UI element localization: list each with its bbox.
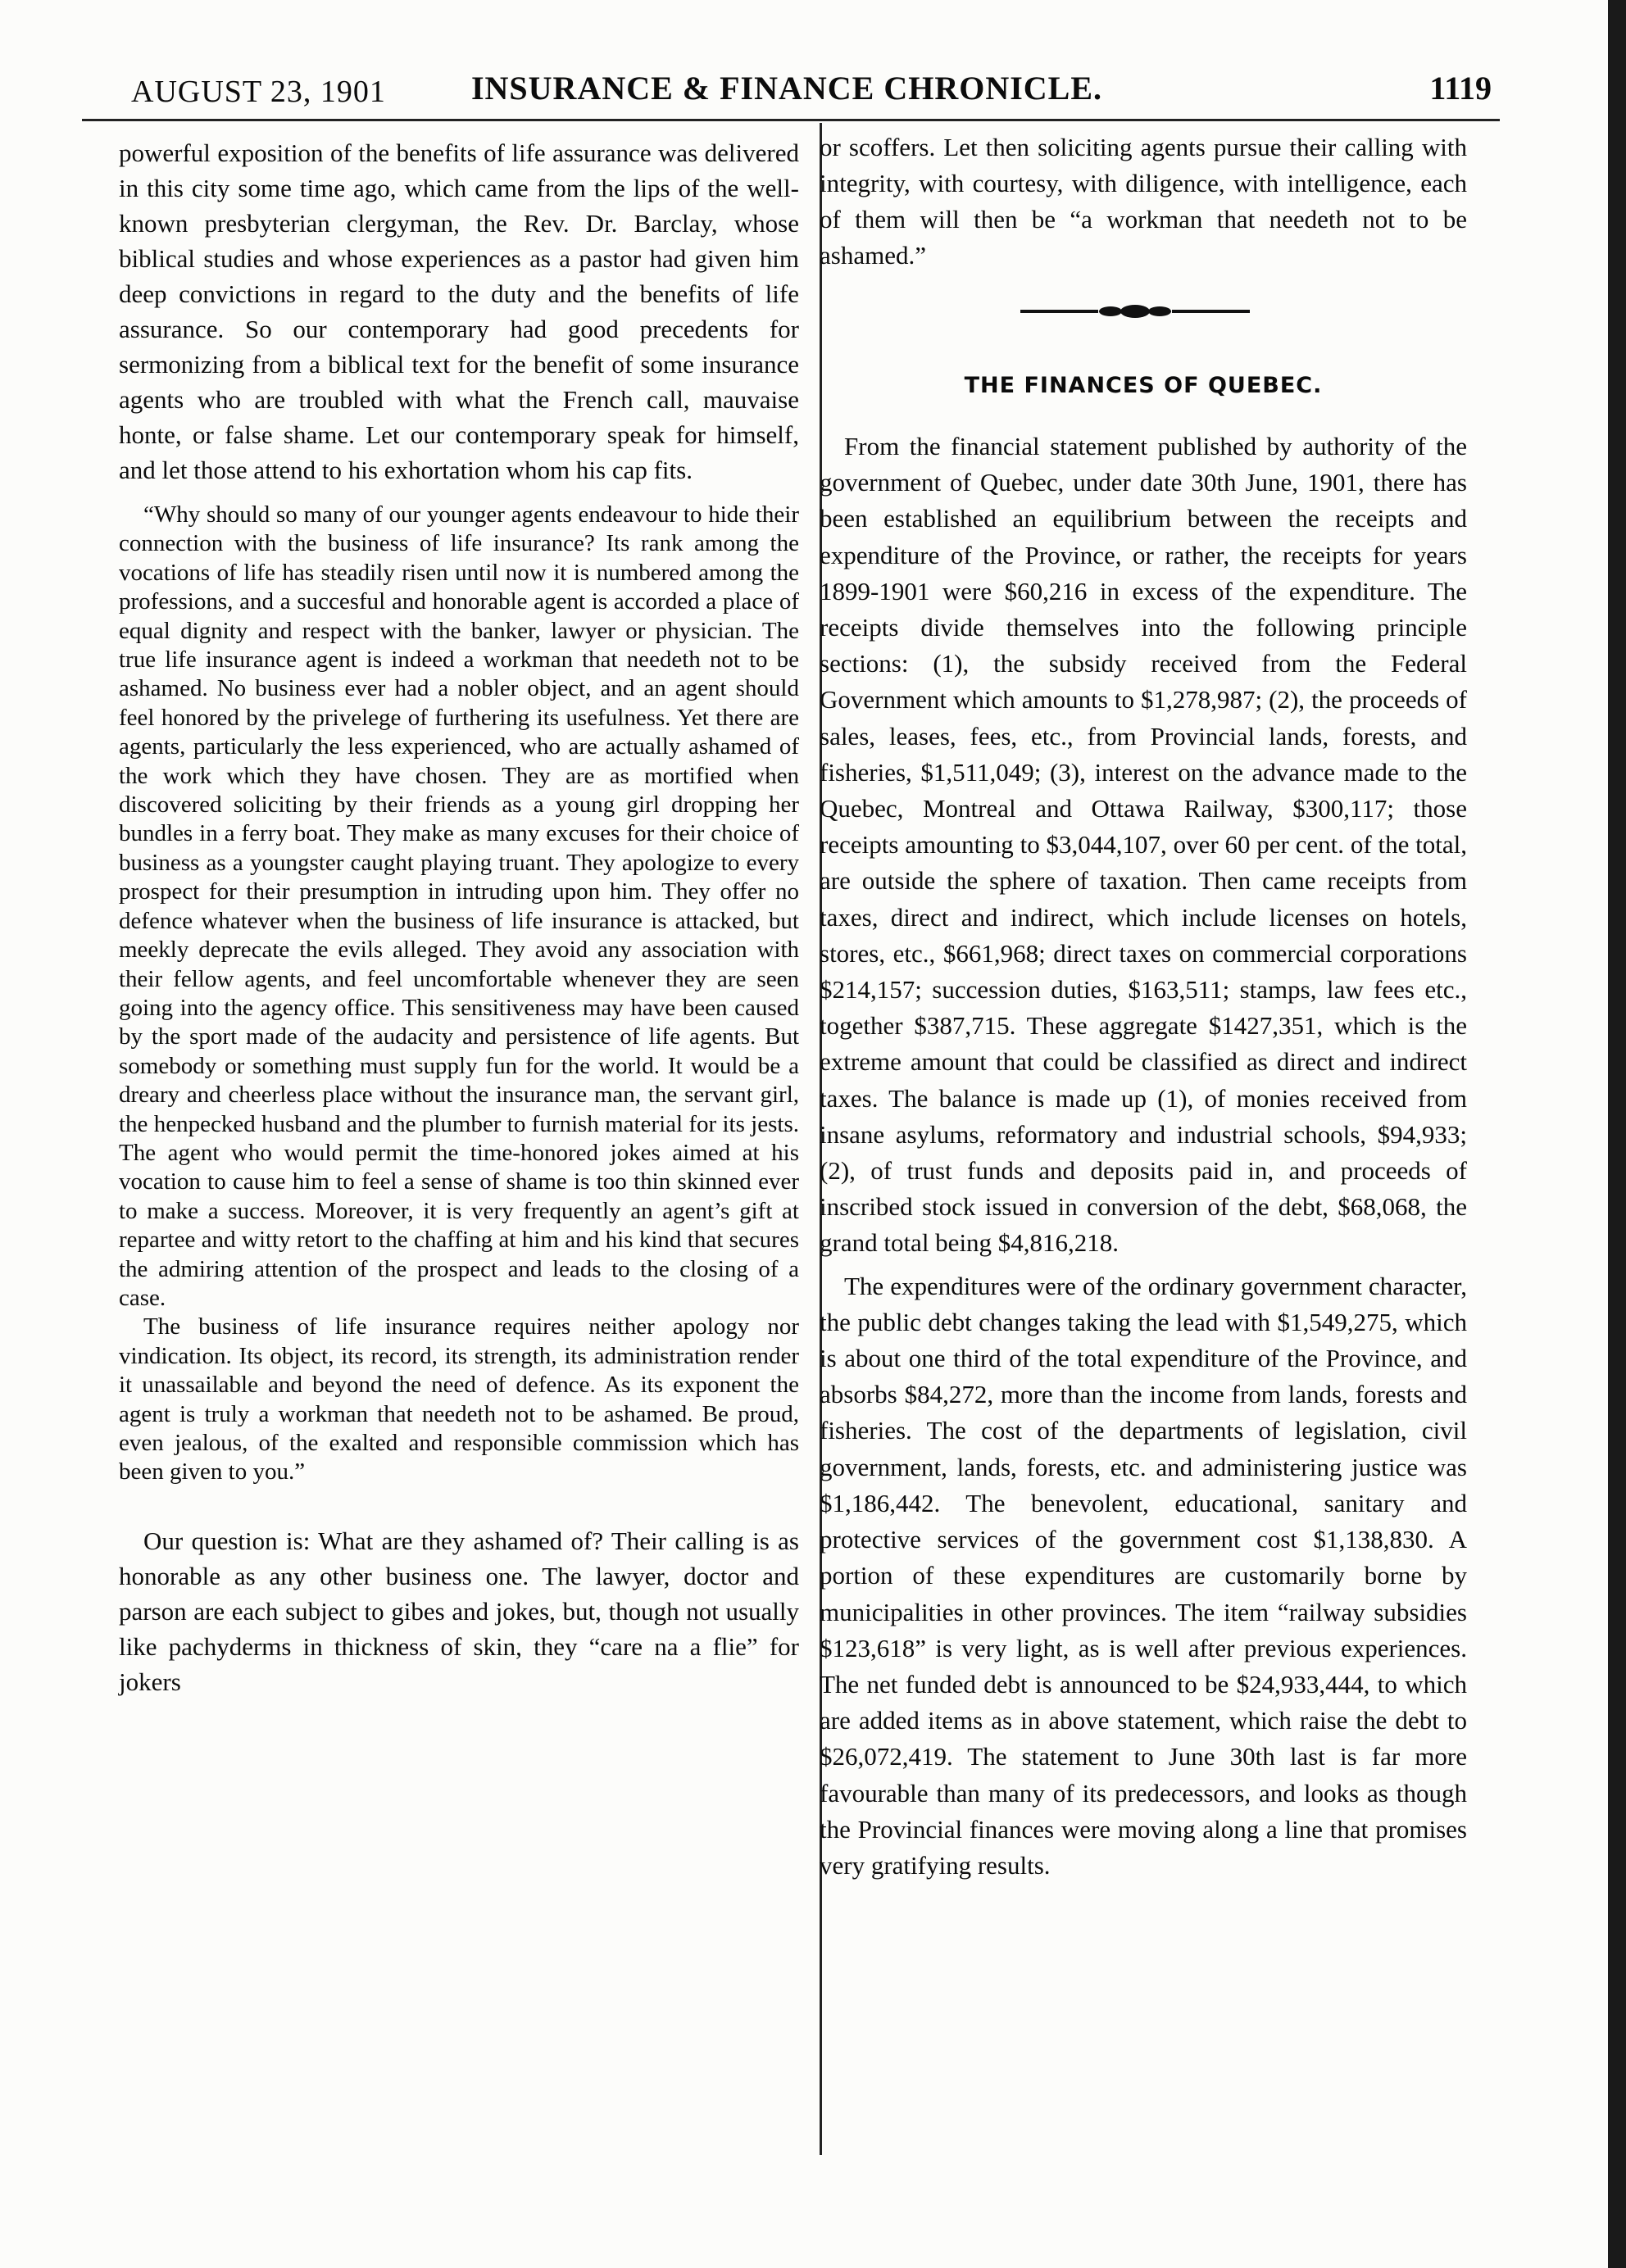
ornament-divider bbox=[1020, 303, 1250, 320]
left-paragraph-2: “Why should so many of our younger agents endeavour to hide their connection with the business of life insurance? Its rank among the vocations of life has steadily risen until now it is numbered among the professions, and a succesful and honorable agent is accorded a place of equal dignity and respect with the banker, lawyer or physician. The true life insurance agent is indeed a workman that needeth not to be ashamed. No business ever had a nobler object, and an agent should feel honored by the privelege of furthering its usefulness. Yet there are agents, particularly the less experienced, who are actually ashamed of the work which they have chosen. They are as mortified when discovered soliciting by their friends as a young girl dropping her bundles in a ferry boat. They make as many excuses for their choice of business as a youngster caught playing truant. They apologize to every prospect for their presumption in intruding upon him. They offer no defence whatever when the business of life insurance is attacked, but meekly deprecate the evils alleged. They avoid any association with their fellow agents, and feel uncomfortable whenever they are seen going into the agency office. This sensitiveness may have been caused by the sport made of the audacity and persistence of life agents. But somebody or something must supply fun for the world. It would be a dreary and cheerless place without the insurance man, the servant girl, the henpecked husband and the plumber to furnish material for its jests. The agent who would permit the time-honored jokes aimed at his vocation to cause him to feel a sense of shame is too thin skinned ever to make a success. Moreover, it is very frequently an agent’s gift at repartee and witty retort to the chaffing at him and his kind that secures the admiring attention of the prospect and leads to the closing of a case. bbox=[119, 501, 799, 1311]
issue-date: AUGUST 23, 1901 bbox=[131, 75, 386, 109]
left-paragraph-4: Our question is: What are they ashamed of? Their calling is as honorable as any other business one. The lawyer, doctor and parson are each subject to gibes and jokes, but, though not usually like pachyderms in thickness of skin, they “care na a flie” for jokers bbox=[119, 1526, 799, 1696]
page-header bbox=[82, 57, 1492, 107]
publication-title: INSURANCE & FINANCE CHRONICLE. bbox=[470, 70, 1103, 107]
left-column bbox=[119, 135, 799, 1699]
right-paragraph-1: or scoffers. Let then soliciting agents pursue their calling with integrity, with courtesy, with diligence, with intelligence, each of them will then be “a workman that needeth not to be ashamed.” bbox=[820, 133, 1467, 270]
header-rule bbox=[82, 119, 1500, 121]
page-number: 1119 bbox=[1429, 70, 1492, 107]
right-paragraph-2: From the financial statement published by authority of the government of Quebec, under date 30th June, 1901, there has been established an equilibrium between the receipts and expenditure of the Province, or rather, the receipts for years 1899-1901 were $60,216 in excess of the expenditure. The receipts divide themselves into the following principle sections: (1), the subsidy received from the Federal Government which amounts to $1,278,987; (2), the proceeds of sales, leases, fees, etc., from Provincial lands, forests, and fisheries, $1,511,049; (3), interest on the advance made to the Quebec, Montreal and Ottawa Railway, $300,117; those receipts amounting to $3,044,107, over 60 per cent. of the total, are outside the sphere of taxation. Then came receipts from taxes, direct and indirect, which include licenses on hotels, stores, etc., $661,968; direct taxes on commercial corporations $214,157; succession duties, $163,511; stamps, law fees etc., together $387,715. These aggregate $1427,351, which is the extreme amount that could be classified as direct and indirect taxes. The balance is made up (1), of monies received from insane asylums, reformatory and industrial schools, $94,933; (2), of trust funds and deposits paid in, and proceeds of inscribed stock issued in conversion of the debt, $68,068, the grand total being $4,816,218. bbox=[820, 432, 1467, 1258]
scan-edge bbox=[1608, 0, 1626, 2268]
left-paragraph-3: The business of life insurance requires neither apology nor vindication. Its object, its record, its strength, its administration render it unassailable and beyond the need of defence. As its exponent the agent is truly a workman that needeth not to be ashamed. Be proud, even jealous, of the exalted and responsible commission which has been given to you.” bbox=[119, 1313, 799, 1486]
section-title: THE FINANCES OF QUEBEC. bbox=[964, 373, 1323, 398]
right-paragraph-3: The expenditures were of the ordinary government character, the public debt changes taking the lead with $1,549,275, which is about one third of the total expenditure of the Province, and absorbs $84,272, more than the income from lands, forests and fisheries. The cost of the departments of legislation, civil government, lands, forests, etc. and administering justice was $1,186,442. The benevolent, educational, sanitary and protective services of the government cost $1,138,830. A portion of these expenditures are customarily borne by municipalities in other provinces. The item “railway subsidies $123,618” is very light, as is well after previous experiences. The net funded debt is announced to be $24,933,444, to which are added items as in above statement, which raise the debt to $26,072,419. The statement to June 30th last is far more favourable than many of its predecessors, and looks as though the Provincial finances were moving along a line that promises very gratifying results. bbox=[820, 1271, 1467, 1880]
left-paragraph-1: powerful exposition of the benefits of life assurance was delivered in this city some time ago, which came from the lips of the well-known presbyterian clergyman, the Rev. Dr. Barclay, whose biblical studies and whose experiences as a pastor had given him deep convictions in regard to the duty and the benefits of life assurance. So our contemporary had good precedents for sermonizing from a biblical text for the benefit of some insurance agents who are troubled with what the French call, mauvaise honte, or false shame. Let our contemporary speak for himself, and let those attend to his exhortation whom his cap fits. bbox=[119, 138, 799, 484]
article-body bbox=[820, 429, 1467, 1884]
